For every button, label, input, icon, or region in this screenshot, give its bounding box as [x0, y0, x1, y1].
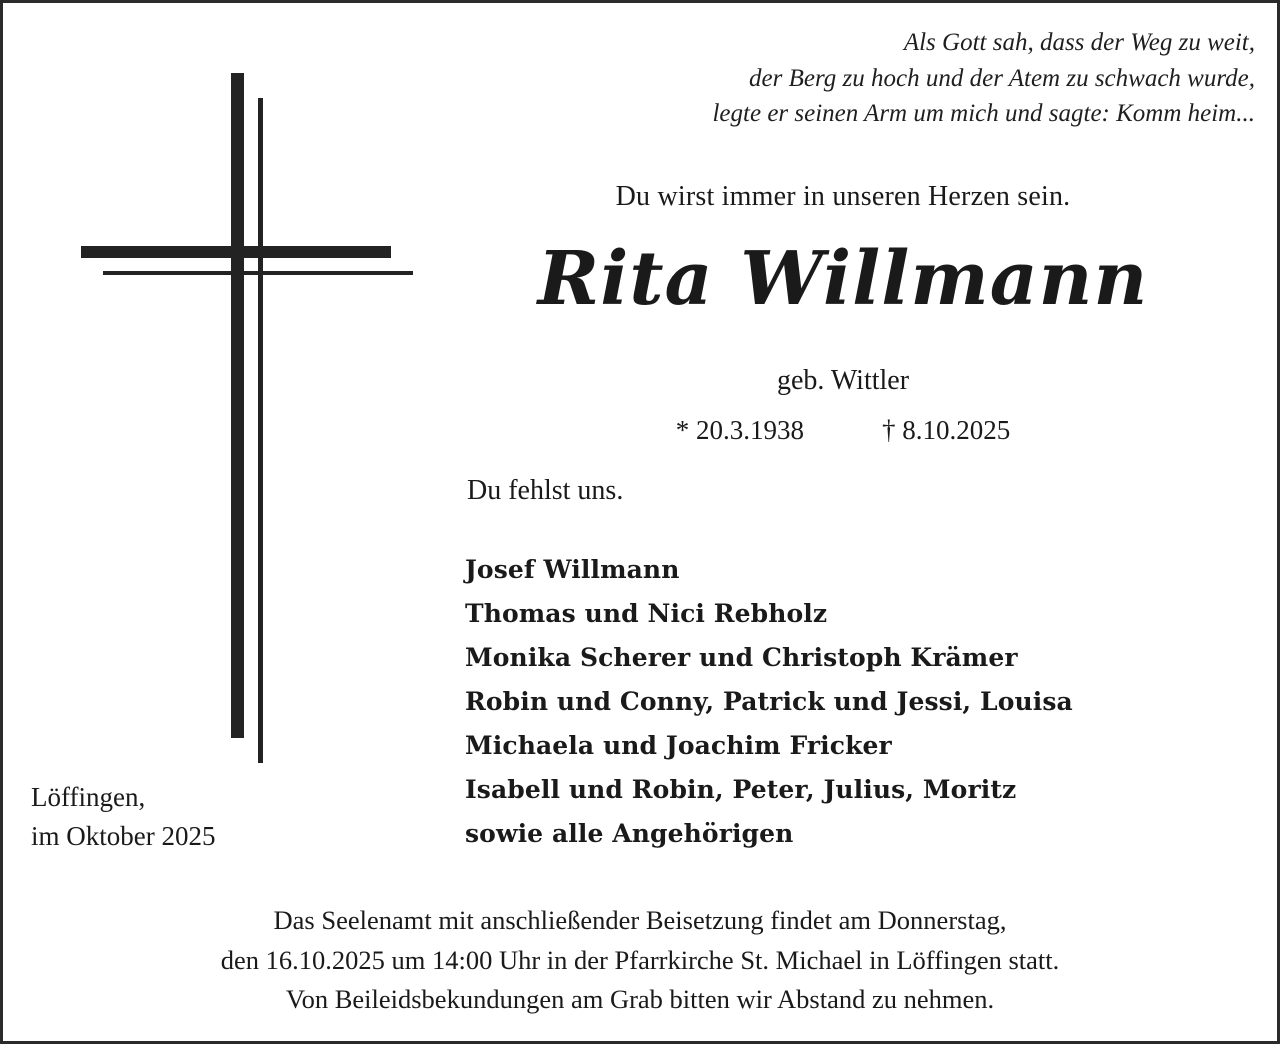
verse-line-3: legte er seinen Arm um mich und sagte: Komm heim... — [712, 100, 1255, 127]
cross-illustration — [43, 43, 443, 763]
service-line-1: Das Seelenamt mit anschließender Beisetzung findet am Donnerstag, — [273, 905, 1007, 936]
cross-vertical-thin-bar — [258, 98, 263, 763]
verse-line-1: Als Gott sah, dass der Weg zu weit, — [903, 29, 1255, 56]
mourner-line: Monika Scherer und Christoph Krämer — [465, 643, 1018, 672]
service-line-2: den 16.10.2025 um 14:00 Uhr in der Pfarrkirche St. Michael in Löffingen statt. — [220, 944, 1060, 975]
date-label: im Oktober 2025 — [31, 821, 216, 852]
service-line-3: Von Beileidsbekundungen am Grab bitten wir Abstand zu nehmen. — [285, 983, 995, 1014]
cross-horizontal-thin-bar — [103, 271, 413, 275]
maiden-name: geb. Wittler — [776, 365, 910, 396]
mourner-line: sowie alle Angehörigen — [465, 819, 794, 848]
mourner-line: Isabell und Robin, Peter, Julius, Moritz — [465, 775, 1017, 804]
death-date: † 8.10.2025 — [882, 415, 1011, 445]
mourner-line: Josef Willmann — [465, 555, 680, 584]
miss-line: Du fehlst uns. — [467, 475, 624, 506]
mourner-line: Robin und Conny, Patrick und Jessi, Louisa — [465, 687, 1073, 716]
cross-horizontal-thick-bar — [81, 246, 391, 258]
deceased-name: Rita Willmann — [537, 236, 1149, 322]
service-details — [43, 901, 1237, 1019]
verse-block — [525, 25, 1255, 132]
cross-vertical-thick-bar — [231, 73, 244, 738]
mourners-list — [465, 548, 1073, 856]
memory-line: Du wirst immer in unseren Herzen sein. — [615, 181, 1071, 212]
life-dates — [433, 415, 1253, 446]
mourner-line: Michaela und Joachim Fricker — [465, 731, 892, 760]
place-label: Löffingen, — [31, 782, 146, 812]
place-and-date — [31, 778, 215, 856]
birth-date: * 20.3.1938 — [675, 415, 804, 445]
verse-line-2: der Berg zu hoch und der Atem zu schwach wurde, — [749, 64, 1255, 92]
mourner-line: Thomas und Nici Rebholz — [465, 599, 828, 628]
